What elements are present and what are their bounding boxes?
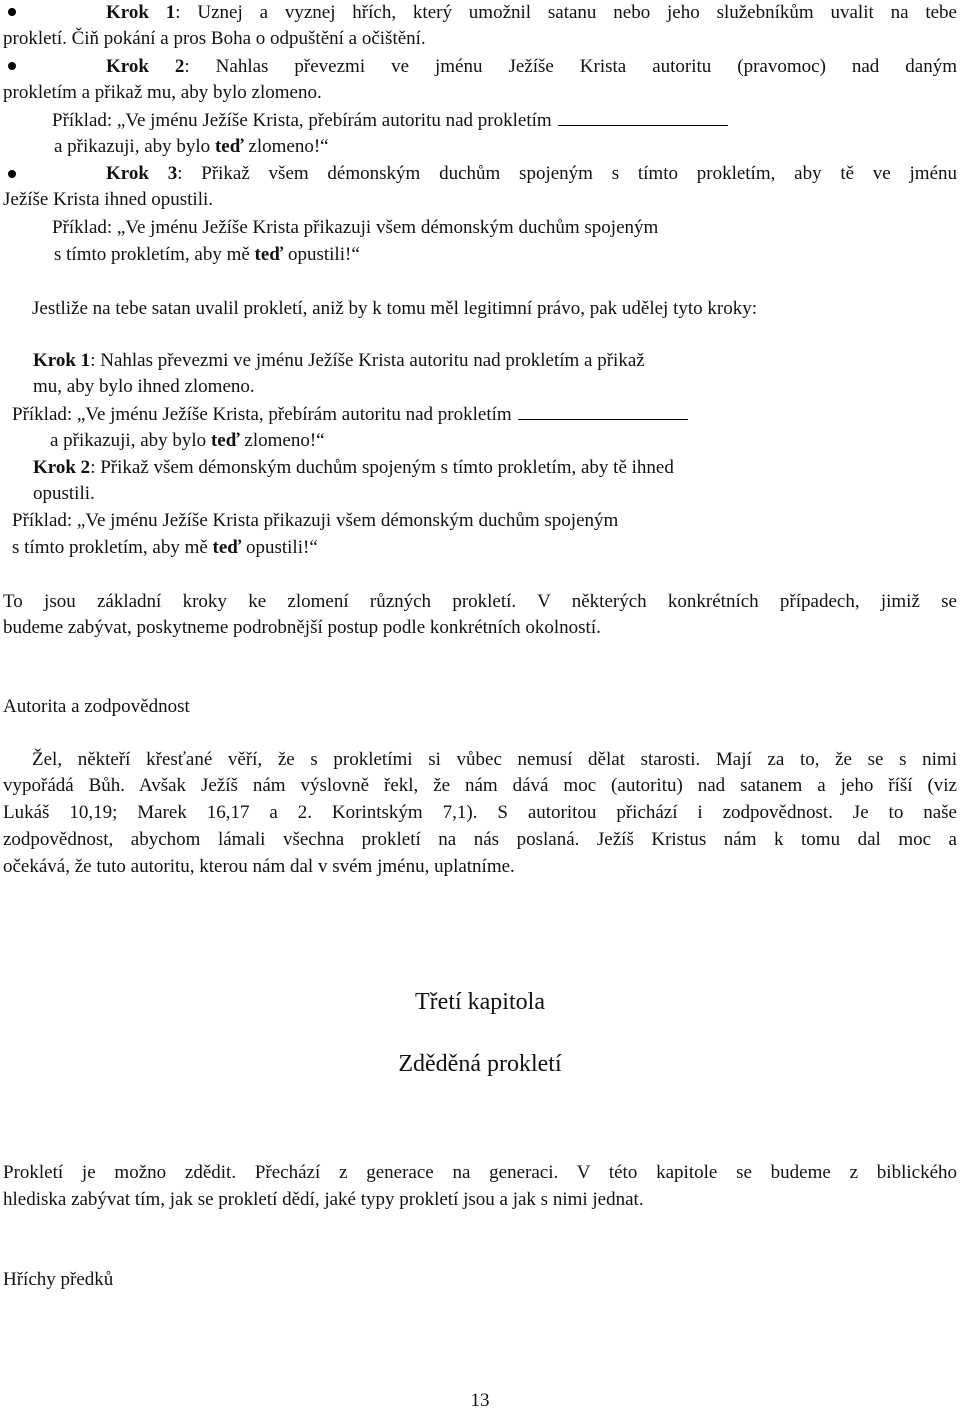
authority-line1: Žel, někteří křesťané věří, že s prokletími si vůbec nemusí dělat starosti. Mají za to, že se s nimi xyxy=(32,749,957,770)
s2-step2-text: : Přikaž všem démonským duchům spojeným s tímto prokletím, aby tě ihned xyxy=(90,457,674,478)
step3-text: : Přikaž všem démonským duchům spojeným s tímto prokletím, aby tě ve jménu xyxy=(177,163,957,184)
s2-example2-line1: Příklad: „Ve jménu Ježíše Krista přikazuji všem démonským duchům spojeným xyxy=(12,510,619,531)
s2-example1-line2 xyxy=(50,428,957,454)
step2-line2: prokletím a přikaž mu, aby bylo zlomeno. xyxy=(3,82,322,103)
authority-line2: vypořádá Bůh. Avšak Ježíš nám výslovně řekl, že nám dává moc (autoritu) nad satanem a jeho říší (viz xyxy=(3,775,957,796)
step2-example-text: Příklad: „Ve jménu Ježíše Krista, přebírám autoritu nad prokletím xyxy=(52,110,552,131)
authority-line5: očekává, že tuto autoritu, kterou nám dal v svém jménu, uplatníme. xyxy=(3,856,515,877)
step1-line1 xyxy=(106,0,957,26)
step2-example-line1 xyxy=(52,107,957,133)
example-text: a přikazuji, aby bylo xyxy=(54,136,215,157)
example-text: zlomeno!“ xyxy=(239,430,325,451)
example-text: s tímto prokletím, aby mě xyxy=(54,244,255,265)
s2-step1-line1 xyxy=(33,348,957,374)
step1-text: : Uznej a vyznej hřích, který umožnil satanu nebo jeho služebníkům uvalit na tebe xyxy=(175,2,957,23)
example-text: zlomeno!“ xyxy=(243,136,329,157)
step3-example-line1: Příklad: „Ve jménu Ježíše Krista přikazuji všem démonským duchům spojeným xyxy=(52,217,659,238)
s2-step2-line2: opustili. xyxy=(33,483,95,504)
step3-example-line2 xyxy=(54,242,957,268)
example-text: s tímto prokletím, aby mě xyxy=(12,537,213,558)
step1-label: Krok 1 xyxy=(106,2,176,23)
example-text: a přikazuji, aby bylo xyxy=(50,430,211,451)
s2-example1-line1 xyxy=(12,401,957,427)
summary-line1: To jsou základní kroky ke zlomení různých prokletí. V některých konkrétních případech, jimiž se xyxy=(3,591,957,612)
emphasis: teď xyxy=(254,244,284,265)
step3-line2: Ježíše Krista ihned opustili. xyxy=(3,189,214,210)
bullet-icon xyxy=(8,62,16,70)
section-heading-authority: Autorita a zodpovědnost xyxy=(3,696,190,717)
chapter-subtitle: Zděděná prokletí xyxy=(398,1051,562,1077)
fill-in-blank xyxy=(558,107,728,126)
s2-step2-line1 xyxy=(33,455,957,481)
s2-step1-label: Krok 1 xyxy=(33,350,91,371)
section-heading-sins: Hříchy předků xyxy=(3,1269,114,1290)
chapter-intro-line1: Prokletí je možno zdědit. Přechází z generace na generaci. V této kapitole se budeme z biblického xyxy=(3,1162,957,1183)
emphasis: teď xyxy=(210,430,240,451)
chapter-title: Třetí kapitola xyxy=(415,989,545,1015)
summary-line2: budeme zabývat, poskytneme podrobnější postup podle konkrétních okolností. xyxy=(3,617,601,638)
step3-label: Krok 3 xyxy=(106,163,178,184)
step2-example-line2 xyxy=(54,134,957,160)
intro-paragraph: Jestliže na tebe satan uvalil prokletí, aniž by k tomu měl legitimní právo, pak udělej tyto kroky: xyxy=(32,298,757,319)
example-text: opustili!“ xyxy=(283,244,360,265)
step2-line1 xyxy=(106,54,957,80)
step2-text: : Nahlas převezmi ve jménu Ježíše Krista autoritu (pravomoc) nad daným xyxy=(184,56,957,77)
authority-line3: Lukáš 10,19; Marek 16,17 a 2. Korintským 7,1). S autoritou přichází i zodpovědnost. Je to naše xyxy=(3,802,957,823)
chapter-intro-line2: hlediska zabývat tím, jak se prokletí dědí, jaké typy prokletí jsou a jak s nimi jednat. xyxy=(3,1189,644,1210)
step3-line1 xyxy=(106,161,957,187)
step2-label: Krok 2 xyxy=(106,56,185,77)
bullet-icon xyxy=(8,170,16,178)
s2-example2-line2 xyxy=(12,535,957,561)
bullet-icon xyxy=(8,8,16,16)
s2-step2-label: Krok 2 xyxy=(33,457,91,478)
fill-in-blank xyxy=(518,401,688,420)
example-text: opustili!“ xyxy=(241,537,318,558)
authority-line4: zodpovědnost, abychom lámali všechna prokletí na nás poslaná. Ježíš Kristus nám k tomu dal moc a xyxy=(3,829,957,850)
page-number: 13 xyxy=(470,1390,490,1411)
s2-example1-text: Příklad: „Ve jménu Ježíše Krista, přebírám autoritu nad prokletím xyxy=(12,404,512,425)
emphasis: teď xyxy=(212,537,242,558)
s2-step1-text: : Nahlas převezmi ve jménu Ježíše Krista autoritu nad prokletím a přikaž xyxy=(90,350,645,371)
step1-line2: prokletí. Čiň pokání a pros Boha o odpuštění a očištění. xyxy=(3,28,426,49)
s2-step1-line2: mu, aby bylo ihned zlomeno. xyxy=(33,376,255,397)
emphasis: teď xyxy=(214,136,244,157)
